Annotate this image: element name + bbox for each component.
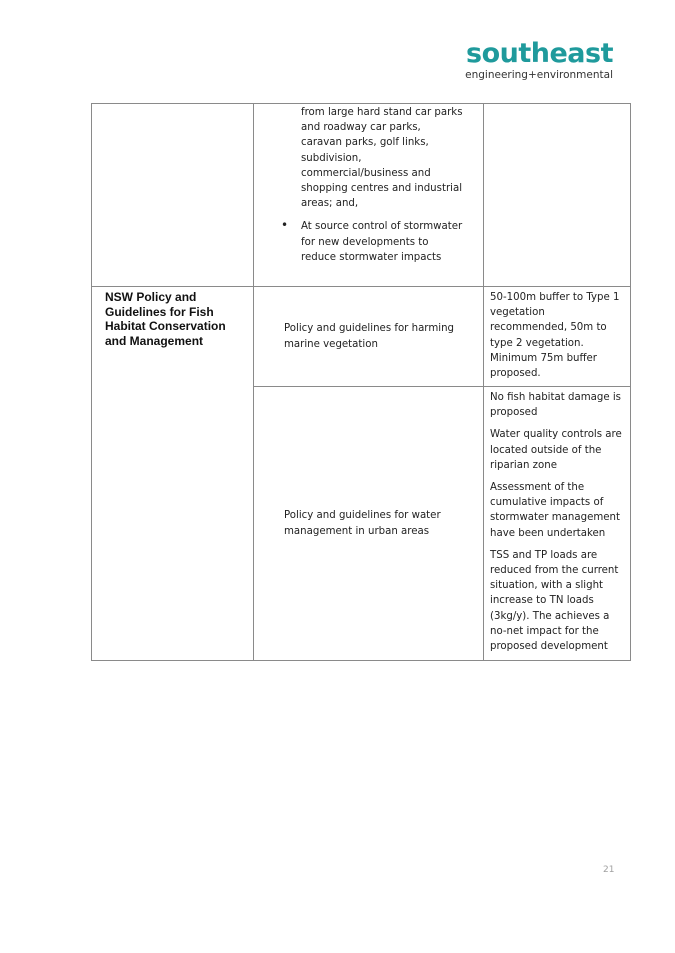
policy-cell-empty (92, 104, 254, 287)
guideline-text: Policy and guidelines for harming marine vegetation (284, 323, 454, 350)
comment-text: 50-100m buffer to Type 1 vegetation recommended, 50m to type 2 vegetation. Minimum 75m buffer proposed. (490, 292, 620, 380)
comment-text: No fish habitat damage is proposed (490, 392, 621, 419)
company-logo (465, 40, 613, 81)
logo-tagline: engineering+environmental (465, 69, 613, 81)
bullet-icon: • (281, 218, 289, 233)
comment-list (484, 387, 630, 654)
bullet-text: At source control of stormwater for new developments to reduce stormwater impacts (301, 221, 463, 263)
policy-table (91, 103, 631, 661)
comment-text: Water quality controls are located outside of the riparian zone (490, 429, 622, 471)
guideline-cell (254, 287, 484, 387)
table-row (92, 287, 631, 387)
comment-text: Assessment of the cumulative impacts of stormwater management have been undertaken (490, 482, 620, 539)
comment-cell (484, 387, 631, 661)
comment-cell (484, 287, 631, 387)
logo-wordmark: southeast (466, 38, 613, 69)
comment-cell-empty (484, 104, 631, 287)
page-number: 21 (603, 865, 615, 875)
guideline-cell (254, 104, 484, 287)
comment-text: TSS and TP loads are reduced from the current situation, with a slight increase to TN loads (3kg/y). The achieves a no-net impact for the proposed development (490, 549, 619, 653)
bullet-item (254, 211, 483, 273)
policy-cell (92, 287, 254, 661)
guideline-cell (254, 387, 484, 661)
guideline-text: Policy and guidelines for water management in urban areas (284, 510, 441, 537)
table-row (92, 104, 631, 287)
policy-name: NSW Policy and Guidelines for Fish Habitat Conservation and Management (105, 290, 226, 348)
continued-text: from large hard stand car parks and roadway car parks, caravan parks, golf links, subdivision, commercial/business and shopping centres and industrial areas; and, (301, 107, 463, 210)
